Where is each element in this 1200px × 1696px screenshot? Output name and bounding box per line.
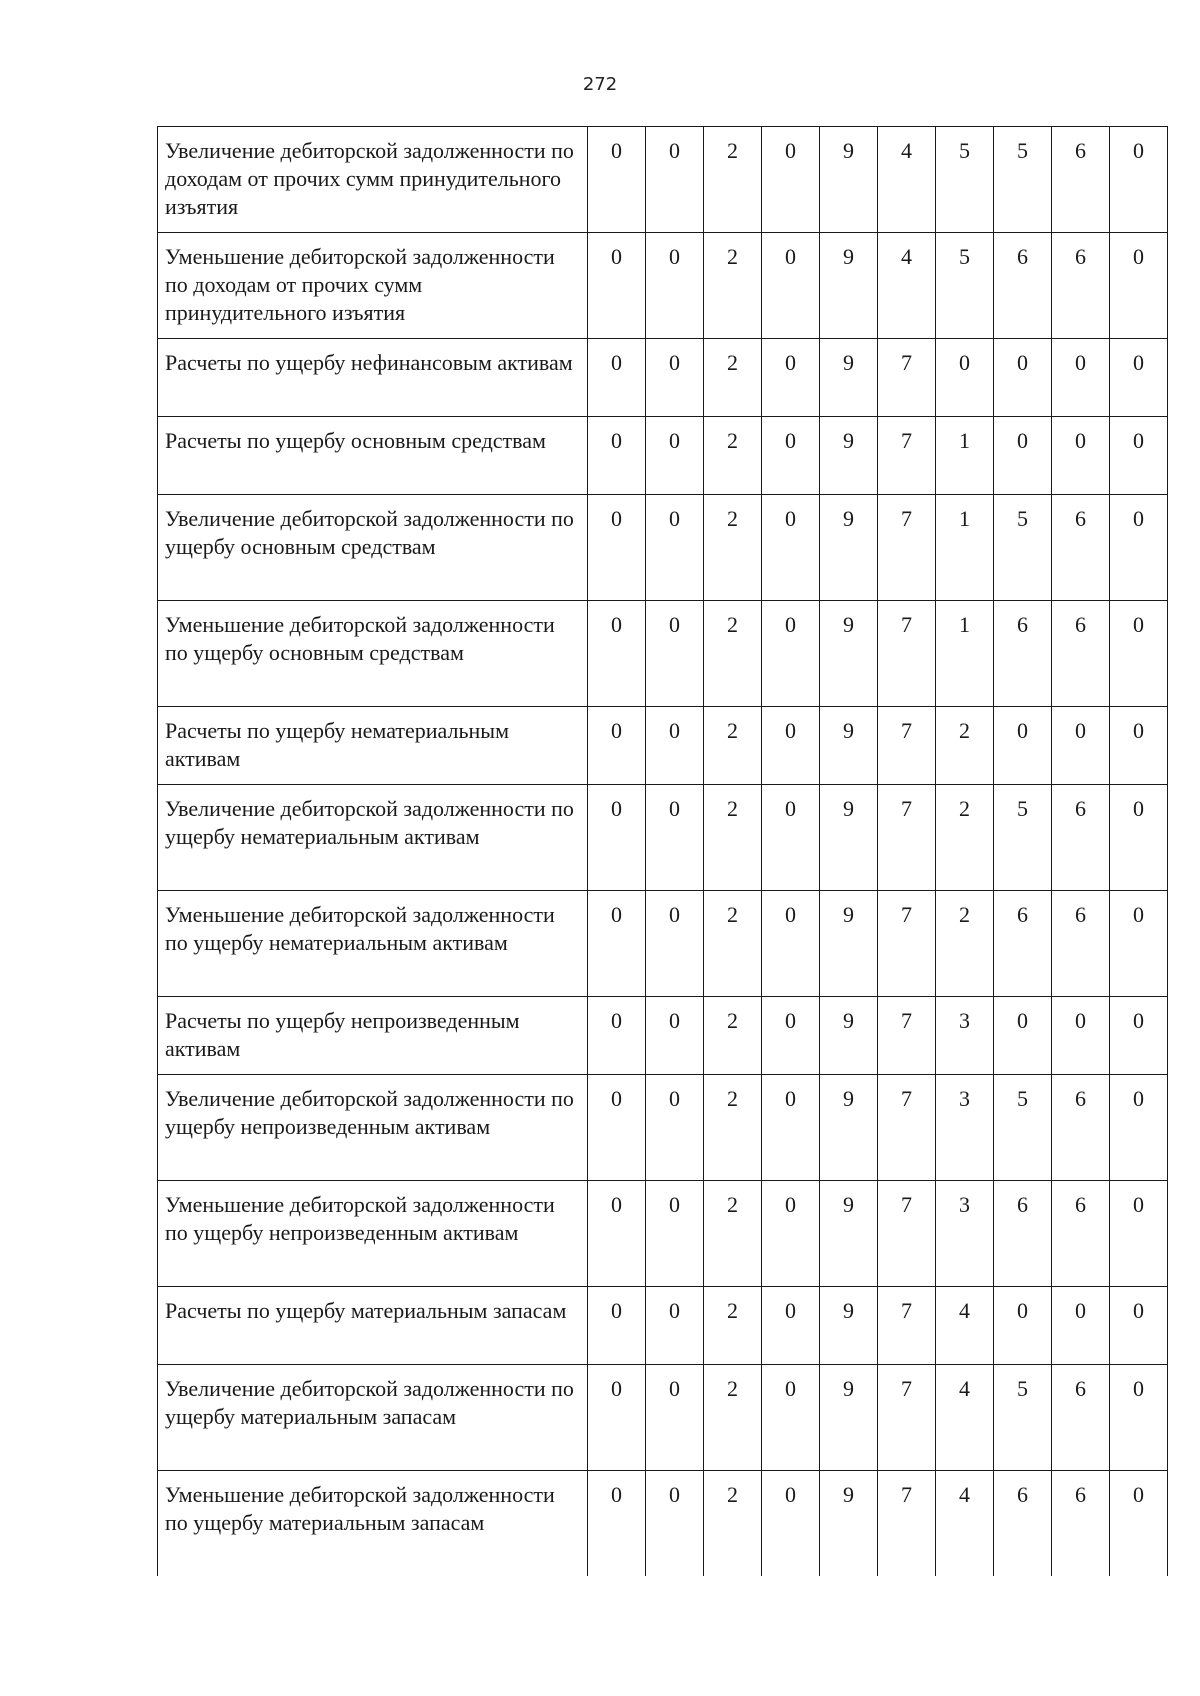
code-digit-2: 0 (646, 339, 704, 417)
row-description: Уменьшение дебиторской задолженности по ущербу нематериальным активам (158, 891, 588, 997)
code-digit-5: 9 (820, 1075, 878, 1181)
code-digit-2: 0 (646, 1075, 704, 1181)
code-digit-4: 0 (762, 891, 820, 997)
code-digit-5: 9 (820, 1287, 878, 1365)
code-digit-2: 0 (646, 233, 704, 339)
code-digit-2: 0 (646, 1181, 704, 1287)
code-digit-2: 0 (646, 495, 704, 601)
code-digit-4: 0 (762, 127, 820, 233)
code-digit-7: 2 (936, 785, 994, 891)
code-digit-9: 6 (1052, 601, 1110, 707)
page-number: 272 (582, 74, 618, 95)
code-digit-9: 0 (1052, 997, 1110, 1075)
code-digit-4: 0 (762, 339, 820, 417)
code-digit-8: 6 (994, 1181, 1052, 1287)
code-digit-8: 0 (994, 997, 1052, 1075)
code-digit-4: 0 (762, 1181, 820, 1287)
code-digit-7: 2 (936, 707, 994, 785)
code-digit-9: 6 (1052, 127, 1110, 233)
table-row (158, 1365, 1168, 1471)
table-row (158, 495, 1168, 601)
code-digit-1: 0 (588, 417, 646, 495)
code-digit-5: 9 (820, 997, 878, 1075)
row-description: Расчеты по ущербу материальным запасам (158, 1287, 588, 1365)
code-digit-10: 0 (1110, 1181, 1168, 1287)
account-code-table (157, 126, 1168, 1576)
code-digit-3: 2 (704, 601, 762, 707)
code-digit-6: 7 (878, 707, 936, 785)
code-digit-3: 2 (704, 417, 762, 495)
code-digit-8: 6 (994, 233, 1052, 339)
code-digit-2: 0 (646, 127, 704, 233)
code-digit-6: 7 (878, 1287, 936, 1365)
table-row (158, 1287, 1168, 1365)
code-digit-1: 0 (588, 601, 646, 707)
row-description: Расчеты по ущербу основным средствам (158, 417, 588, 495)
code-digit-10: 0 (1110, 339, 1168, 417)
row-description: Расчеты по ущербу нематериальным активам (158, 707, 588, 785)
code-digit-6: 7 (878, 1075, 936, 1181)
code-digit-1: 0 (588, 1471, 646, 1577)
code-digit-8: 0 (994, 707, 1052, 785)
row-description: Увеличение дебиторской задолженности по ущербу нематериальным активам (158, 785, 588, 891)
table-row (158, 339, 1168, 417)
code-digit-7: 4 (936, 1365, 994, 1471)
code-digit-1: 0 (588, 127, 646, 233)
code-digit-5: 9 (820, 1365, 878, 1471)
code-digit-3: 2 (704, 1365, 762, 1471)
code-digit-4: 0 (762, 997, 820, 1075)
table-row (158, 127, 1168, 233)
code-digit-3: 2 (704, 495, 762, 601)
code-digit-1: 0 (588, 891, 646, 997)
code-digit-3: 2 (704, 1075, 762, 1181)
row-description: Уменьшение дебиторской задолженности по доходам от прочих сумм принудительного изъятия (158, 233, 588, 339)
code-digit-5: 9 (820, 417, 878, 495)
code-digit-8: 6 (994, 601, 1052, 707)
code-digit-6: 4 (878, 233, 936, 339)
code-digit-7: 5 (936, 233, 994, 339)
code-digit-5: 9 (820, 127, 878, 233)
code-digit-4: 0 (762, 601, 820, 707)
code-digit-3: 2 (704, 1471, 762, 1577)
code-digit-2: 0 (646, 1287, 704, 1365)
code-digit-1: 0 (588, 1365, 646, 1471)
code-digit-3: 2 (704, 339, 762, 417)
code-digit-10: 0 (1110, 707, 1168, 785)
code-digit-10: 0 (1110, 1471, 1168, 1577)
code-digit-1: 0 (588, 1287, 646, 1365)
table-row (158, 1075, 1168, 1181)
table-row (158, 417, 1168, 495)
row-description: Уменьшение дебиторской задолженности по ущербу непроизведенным активам (158, 1181, 588, 1287)
code-digit-5: 9 (820, 233, 878, 339)
code-digit-9: 6 (1052, 891, 1110, 997)
code-digit-6: 7 (878, 601, 936, 707)
code-digit-10: 0 (1110, 997, 1168, 1075)
code-digit-5: 9 (820, 1471, 878, 1577)
code-digit-5: 9 (820, 601, 878, 707)
code-digit-9: 6 (1052, 1471, 1110, 1577)
code-digit-2: 0 (646, 707, 704, 785)
code-digit-5: 9 (820, 707, 878, 785)
code-digit-2: 0 (646, 417, 704, 495)
table-row (158, 1181, 1168, 1287)
code-digit-7: 5 (936, 127, 994, 233)
code-digit-9: 6 (1052, 233, 1110, 339)
table-row (158, 891, 1168, 997)
table-row (158, 1471, 1168, 1577)
code-digit-6: 4 (878, 127, 936, 233)
code-digit-10: 0 (1110, 1365, 1168, 1471)
code-digit-7: 4 (936, 1287, 994, 1365)
table-row (158, 233, 1168, 339)
code-digit-5: 9 (820, 1181, 878, 1287)
code-digit-10: 0 (1110, 601, 1168, 707)
table-body (158, 127, 1168, 1577)
code-digit-1: 0 (588, 1181, 646, 1287)
code-digit-9: 0 (1052, 1287, 1110, 1365)
code-digit-3: 2 (704, 707, 762, 785)
code-digit-1: 0 (588, 339, 646, 417)
code-digit-9: 6 (1052, 1075, 1110, 1181)
code-digit-4: 0 (762, 1471, 820, 1577)
table-row (158, 707, 1168, 785)
code-digit-6: 7 (878, 891, 936, 997)
code-digit-4: 0 (762, 785, 820, 891)
code-digit-8: 0 (994, 339, 1052, 417)
code-digit-8: 5 (994, 785, 1052, 891)
code-digit-10: 0 (1110, 233, 1168, 339)
code-digit-4: 0 (762, 233, 820, 339)
row-description: Увеличение дебиторской задолженности по ущербу основным средствам (158, 495, 588, 601)
code-digit-10: 0 (1110, 127, 1168, 233)
code-digit-1: 0 (588, 785, 646, 891)
code-digit-3: 2 (704, 997, 762, 1075)
code-digit-9: 0 (1052, 417, 1110, 495)
code-digit-8: 5 (994, 127, 1052, 233)
row-description: Расчеты по ущербу нефинансовым активам (158, 339, 588, 417)
row-description: Увеличение дебиторской задолженности по доходам от прочих сумм принудительного изъятия (158, 127, 588, 233)
code-digit-8: 6 (994, 1471, 1052, 1577)
row-description: Уменьшение дебиторской задолженности по ущербу основным средствам (158, 601, 588, 707)
code-digit-7: 2 (936, 891, 994, 997)
code-digit-8: 5 (994, 1075, 1052, 1181)
code-digit-7: 3 (936, 997, 994, 1075)
code-digit-4: 0 (762, 1365, 820, 1471)
row-description: Увеличение дебиторской задолженности по ущербу материальным запасам (158, 1365, 588, 1471)
code-digit-8: 0 (994, 417, 1052, 495)
code-digit-1: 0 (588, 997, 646, 1075)
code-digit-7: 1 (936, 495, 994, 601)
code-digit-6: 7 (878, 1365, 936, 1471)
code-digit-2: 0 (646, 1365, 704, 1471)
code-digit-5: 9 (820, 785, 878, 891)
code-digit-3: 2 (704, 127, 762, 233)
code-digit-3: 2 (704, 1287, 762, 1365)
code-digit-5: 9 (820, 495, 878, 601)
table-row (158, 997, 1168, 1075)
code-digit-10: 0 (1110, 495, 1168, 601)
code-digit-7: 3 (936, 1075, 994, 1181)
code-digit-8: 6 (994, 891, 1052, 997)
code-digit-8: 5 (994, 1365, 1052, 1471)
table-row (158, 601, 1168, 707)
code-digit-7: 3 (936, 1181, 994, 1287)
code-digit-4: 0 (762, 707, 820, 785)
row-description: Расчеты по ущербу непроизведенным активам (158, 997, 588, 1075)
code-digit-3: 2 (704, 785, 762, 891)
code-digit-9: 6 (1052, 1181, 1110, 1287)
code-digit-7: 0 (936, 339, 994, 417)
code-digit-2: 0 (646, 785, 704, 891)
code-digit-6: 7 (878, 417, 936, 495)
code-digit-2: 0 (646, 997, 704, 1075)
code-digit-10: 0 (1110, 891, 1168, 997)
code-digit-10: 0 (1110, 1287, 1168, 1365)
code-digit-9: 0 (1052, 707, 1110, 785)
code-digit-9: 6 (1052, 1365, 1110, 1471)
code-digit-3: 2 (704, 233, 762, 339)
code-digit-6: 7 (878, 495, 936, 601)
code-digit-4: 0 (762, 417, 820, 495)
code-digit-5: 9 (820, 891, 878, 997)
code-digit-2: 0 (646, 1471, 704, 1577)
code-digit-2: 0 (646, 891, 704, 997)
code-digit-2: 0 (646, 601, 704, 707)
code-digit-1: 0 (588, 707, 646, 785)
code-digit-4: 0 (762, 1287, 820, 1365)
code-digit-10: 0 (1110, 417, 1168, 495)
row-description: Увеличение дебиторской задолженности по ущербу непроизведенным активам (158, 1075, 588, 1181)
code-digit-1: 0 (588, 495, 646, 601)
code-digit-3: 2 (704, 1181, 762, 1287)
code-digit-1: 0 (588, 233, 646, 339)
code-digit-6: 7 (878, 785, 936, 891)
code-digit-4: 0 (762, 1075, 820, 1181)
code-digit-10: 0 (1110, 785, 1168, 891)
code-digit-1: 0 (588, 1075, 646, 1181)
code-digit-6: 7 (878, 1471, 936, 1577)
code-digit-4: 0 (762, 495, 820, 601)
code-digit-10: 0 (1110, 1075, 1168, 1181)
row-description: Уменьшение дебиторской задолженности по ущербу материальным запасам (158, 1471, 588, 1577)
code-digit-7: 1 (936, 601, 994, 707)
code-digit-9: 6 (1052, 785, 1110, 891)
code-digit-3: 2 (704, 891, 762, 997)
code-digit-5: 9 (820, 339, 878, 417)
code-digit-7: 1 (936, 417, 994, 495)
code-digit-6: 7 (878, 1181, 936, 1287)
code-digit-6: 7 (878, 339, 936, 417)
code-digit-7: 4 (936, 1471, 994, 1577)
code-digit-6: 7 (878, 997, 936, 1075)
code-digit-9: 0 (1052, 339, 1110, 417)
code-digit-8: 5 (994, 495, 1052, 601)
code-digit-8: 0 (994, 1287, 1052, 1365)
table-row (158, 785, 1168, 891)
code-digit-9: 6 (1052, 495, 1110, 601)
